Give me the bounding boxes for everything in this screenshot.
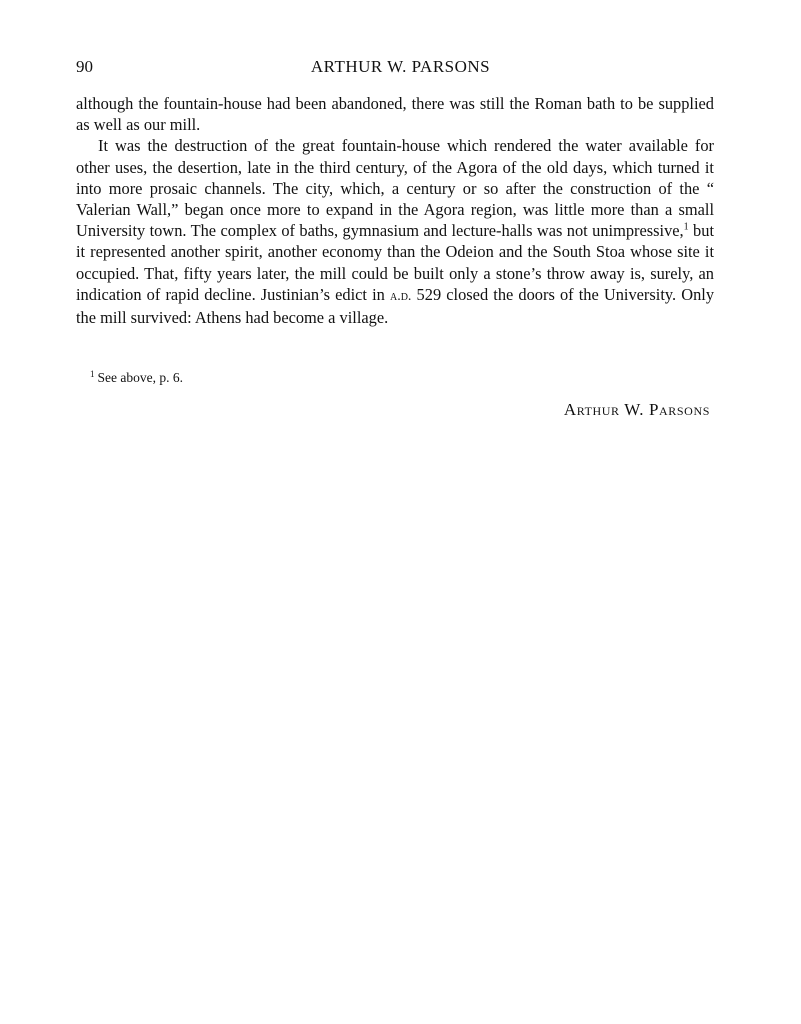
footnote-text: See above, p. 6. <box>97 370 183 385</box>
body-text <box>76 93 714 328</box>
era-abbreviation: a.d. <box>389 288 412 304</box>
footnote <box>90 370 183 386</box>
footnote-reference: 1 <box>683 221 689 233</box>
paragraph-2 <box>76 135 714 328</box>
paragraph-2-text-c: 529 closed the doors of the University. Only the mill survived: Athens had become a village. <box>76 284 715 328</box>
page-number: 90 <box>76 57 93 76</box>
running-title: ARTHUR W. PARSONS <box>310 57 491 76</box>
paragraph-1: although the fountain-house had been abandoned, there was still the Roman bath to be supplied as well as our mill. <box>76 94 714 135</box>
paragraph-2-text-a: It was the destruction of the great fountain-house which rendered the water available for other uses, the desertion, late in the third century, of the Agora of the old days, which turned it into more prosaic channels. The city, which, a century or so after the construction of the “ Valerian Wall,” began once more to expand in the Agora region, was little more than a small University town. The complex of baths, gymnasium and lecture-halls was not unimpressive, <box>76 136 714 241</box>
author-signature: Arthur W. Parsons <box>563 400 710 419</box>
footnote-mark: 1 <box>90 368 95 379</box>
paragraph-2-text-b: but it represented another spirit, another economy than the Odeion and the South Stoa whose site it occupied. That, fifty years later, the mill could be built only a stone’s throw away is, surely, an indication of rapid decline. Justinian’s edict in <box>76 221 714 304</box>
